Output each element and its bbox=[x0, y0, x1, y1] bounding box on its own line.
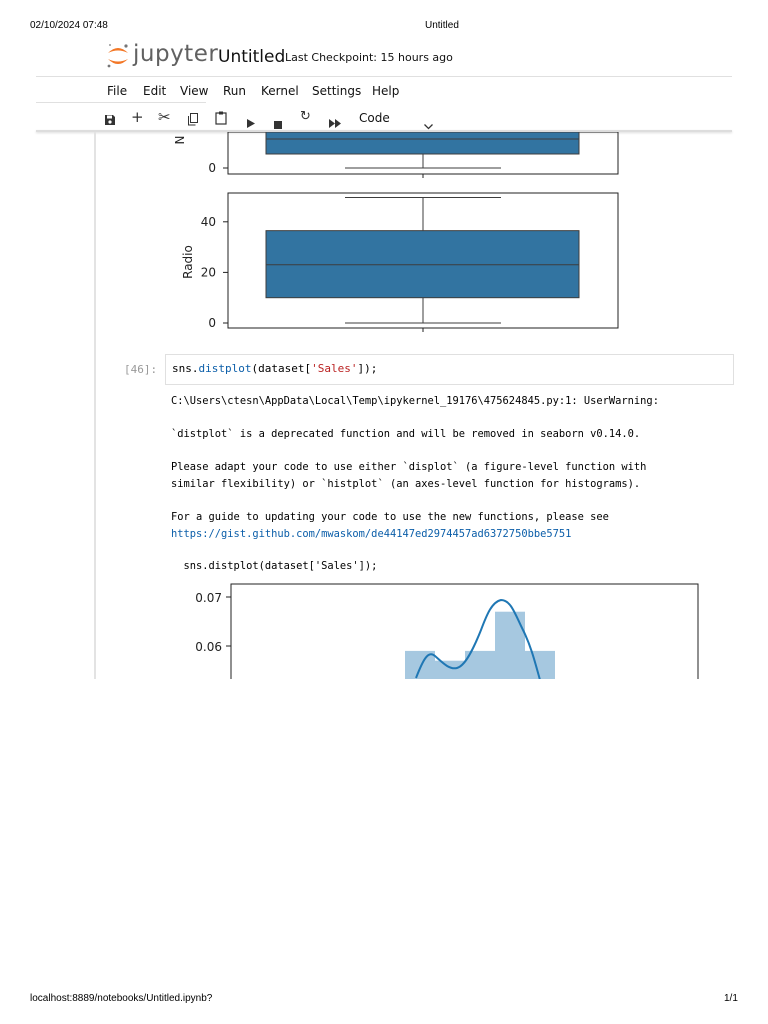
ylabel-radio: Radio bbox=[181, 245, 195, 279]
distplot-figure bbox=[185, 580, 715, 679]
save-icon[interactable] bbox=[104, 111, 116, 130]
code-token: (dataset[ bbox=[251, 362, 312, 375]
run-icon[interactable] bbox=[247, 113, 255, 132]
menu-left-divider bbox=[36, 102, 206, 103]
output-adapt-line-1: Please adapt your code to use either `displot` (a figure-level function with bbox=[171, 461, 647, 473]
box-plot-radio bbox=[181, 193, 618, 332]
ytick-label-radio: 20 bbox=[200, 265, 216, 280]
cell-prompt: [46]: bbox=[124, 363, 158, 376]
print-page-number: 1/1 bbox=[724, 993, 738, 1004]
menu-help[interactable]: Help bbox=[372, 84, 400, 98]
hist-bar bbox=[495, 612, 525, 679]
notebook-left-border bbox=[94, 132, 96, 679]
menu-run[interactable]: Run bbox=[223, 84, 247, 98]
ytick-label-radio: 40 bbox=[200, 214, 216, 229]
output-adapt-line-2: similar flexibility) or `histplot` (an axes-level function for histograms). bbox=[171, 478, 641, 490]
add-cell-icon[interactable]: + bbox=[131, 108, 144, 126]
last-checkpoint: Last Checkpoint: 15 hours ago bbox=[285, 51, 453, 64]
menu-file[interactable]: File bbox=[107, 84, 128, 98]
print-url: localhost:8889/notebooks/Untitled.ipynb? bbox=[30, 993, 213, 1004]
ytick-label-007: 0.07 bbox=[195, 591, 222, 605]
jupyter-logo-icon[interactable] bbox=[105, 42, 131, 70]
box-plots-figure bbox=[170, 132, 630, 338]
hist-bar bbox=[525, 651, 555, 679]
menu-kernel[interactable]: Kernel bbox=[261, 84, 299, 98]
notebook-title[interactable]: Untitled bbox=[218, 47, 286, 67]
paste-icon[interactable] bbox=[215, 110, 227, 129]
code-token: ]); bbox=[357, 362, 378, 375]
code-token: sns. bbox=[172, 362, 199, 375]
ytick-label-1: 0 bbox=[208, 161, 216, 175]
cell-type-select[interactable]: Code bbox=[359, 111, 390, 125]
print-datetime: 02/10/2024 07:48 bbox=[30, 20, 108, 31]
cut-icon[interactable]: ✂ bbox=[158, 108, 171, 126]
code-token-func: distplot bbox=[198, 362, 252, 375]
output-source-line: sns.distplot(dataset['Sales']); bbox=[171, 560, 378, 572]
output-guide-link[interactable]: https://gist.github.com/mwaskom/de44147ed2974457ad6372750bbe5751 bbox=[171, 528, 572, 540]
menu-edit[interactable]: Edit bbox=[143, 84, 167, 98]
menu-bar bbox=[0, 84, 768, 100]
code-token-string: 'Sales' bbox=[311, 362, 358, 375]
menu-settings[interactable]: Settings bbox=[312, 84, 362, 98]
restart-run-all-icon[interactable] bbox=[329, 113, 341, 132]
box-1 bbox=[266, 132, 579, 154]
box-radio bbox=[266, 231, 579, 298]
jupyter-logo-text: jupyter bbox=[133, 41, 219, 67]
print-title: Untitled bbox=[425, 20, 459, 31]
restart-icon[interactable]: ↻ bbox=[300, 109, 311, 124]
ytick-label-radio: 0 bbox=[208, 316, 216, 330]
ylabel-1: N bbox=[173, 135, 187, 145]
box-plot-1 bbox=[173, 132, 618, 178]
hist-bar bbox=[435, 661, 465, 679]
output-warning-line: C:\Users\ctesn\AppData\Local\Temp\ipykernel_19176\475624845.py:1: UserWarning: bbox=[171, 395, 659, 407]
output-guide-line: For a guide to updating your code to use the new functions, please see bbox=[171, 511, 609, 523]
stop-icon[interactable] bbox=[274, 114, 282, 133]
copy-icon[interactable] bbox=[187, 111, 199, 130]
code-line bbox=[172, 362, 377, 375]
ytick-label-006: 0.06 bbox=[195, 640, 222, 654]
header-divider bbox=[36, 76, 732, 77]
menu-view[interactable]: View bbox=[180, 84, 209, 98]
output-deprecated-line: `distplot` is a deprecated function and will be removed in seaborn v0.14.0. bbox=[171, 428, 641, 440]
